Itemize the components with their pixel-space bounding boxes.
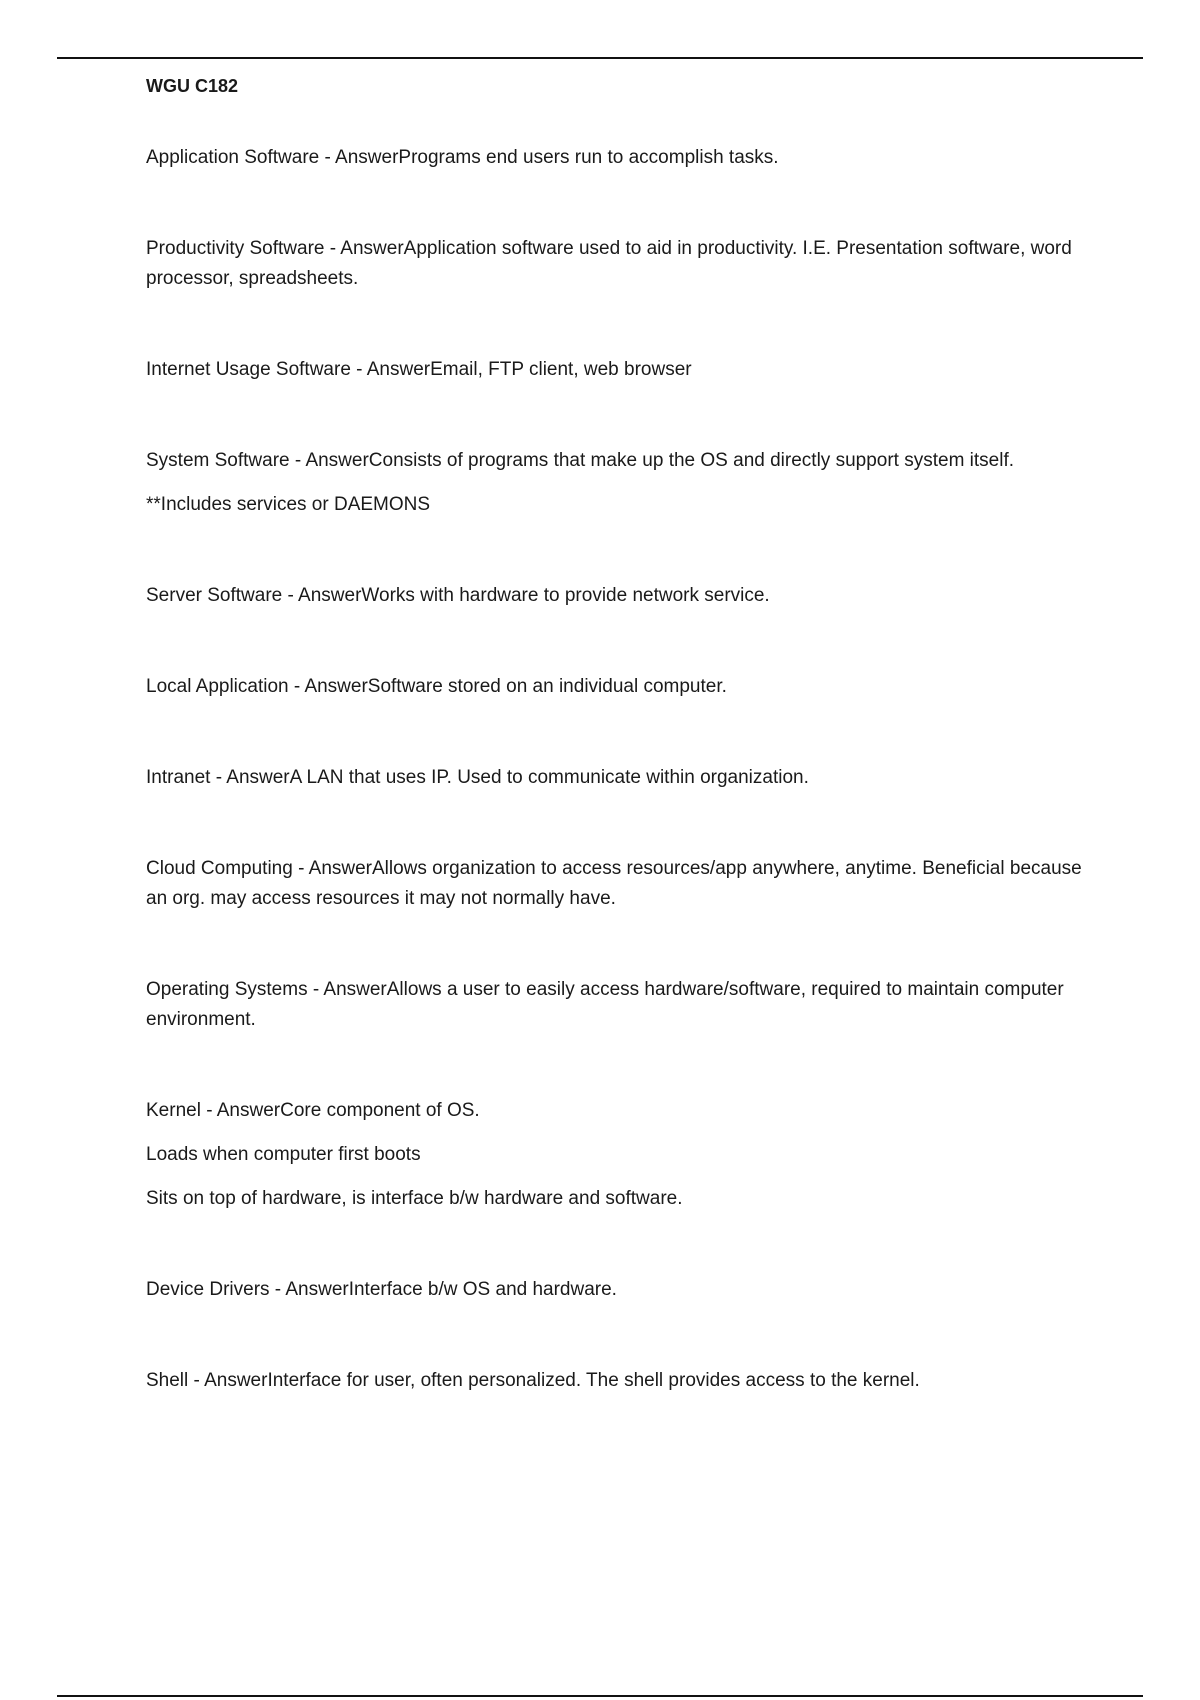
entry-text: Productivity Software - AnswerApplication software used to aid in productivity. I.E. Presentation software, word processor, spreadsheets. bbox=[146, 238, 1072, 289]
entry-text: Device Drivers - AnswerInterface b/w OS and hardware. bbox=[146, 1279, 617, 1300]
entry-shell bbox=[146, 1366, 1086, 1396]
entry-text: Shell - AnswerInterface for user, often personalized. The shell provides access to the kernel. bbox=[146, 1370, 920, 1391]
top-rule bbox=[57, 57, 1143, 59]
entry-note: Loads when computer first boots bbox=[146, 1144, 421, 1165]
entry-text: Operating Systems - AnswerAllows a user to easily access hardware/software, required to maintain computer environment. bbox=[146, 979, 1064, 1030]
document-title: WGU C182 bbox=[146, 76, 239, 96]
entry-text: Cloud Computing - AnswerAllows organization to access resources/app anywhere, anytime. Beneficial because an org. may access resources it may not normally have. bbox=[146, 858, 1082, 909]
entry-text: Application Software - AnswerPrograms end users run to accomplish tasks. bbox=[146, 147, 779, 168]
entry-operating-systems bbox=[146, 975, 1086, 1035]
entry-text: Intranet - AnswerA LAN that uses IP. Used to communicate within organization. bbox=[146, 767, 809, 788]
entry-text: Local Application - AnswerSoftware stored on an individual computer. bbox=[146, 676, 727, 697]
entry-internet-usage-software bbox=[146, 355, 1086, 385]
entry-note: Sits on top of hardware, is interface b/w hardware and software. bbox=[146, 1188, 683, 1209]
entry-kernel bbox=[146, 1096, 1086, 1214]
entry-system-software bbox=[146, 446, 1086, 520]
entry-device-drivers bbox=[146, 1275, 1086, 1305]
entry-note: **Includes services or DAEMONS bbox=[146, 494, 431, 515]
entry-cloud-computing bbox=[146, 854, 1086, 914]
entry-local-application bbox=[146, 672, 1086, 702]
bottom-rule bbox=[57, 1695, 1143, 1697]
entry-intranet bbox=[146, 763, 1086, 793]
entry-productivity-software bbox=[146, 234, 1086, 294]
entry-text: Kernel - AnswerCore component of OS. bbox=[146, 1100, 480, 1121]
entry-text: System Software - AnswerConsists of programs that make up the OS and directly support system itself. bbox=[146, 450, 1015, 471]
document-body bbox=[146, 73, 1086, 1457]
entry-application-software bbox=[146, 143, 1086, 173]
entry-text: Server Software - AnswerWorks with hardware to provide network service. bbox=[146, 585, 770, 606]
entry-text: Internet Usage Software - AnswerEmail, FTP client, web browser bbox=[146, 359, 692, 380]
entry-server-software bbox=[146, 581, 1086, 611]
